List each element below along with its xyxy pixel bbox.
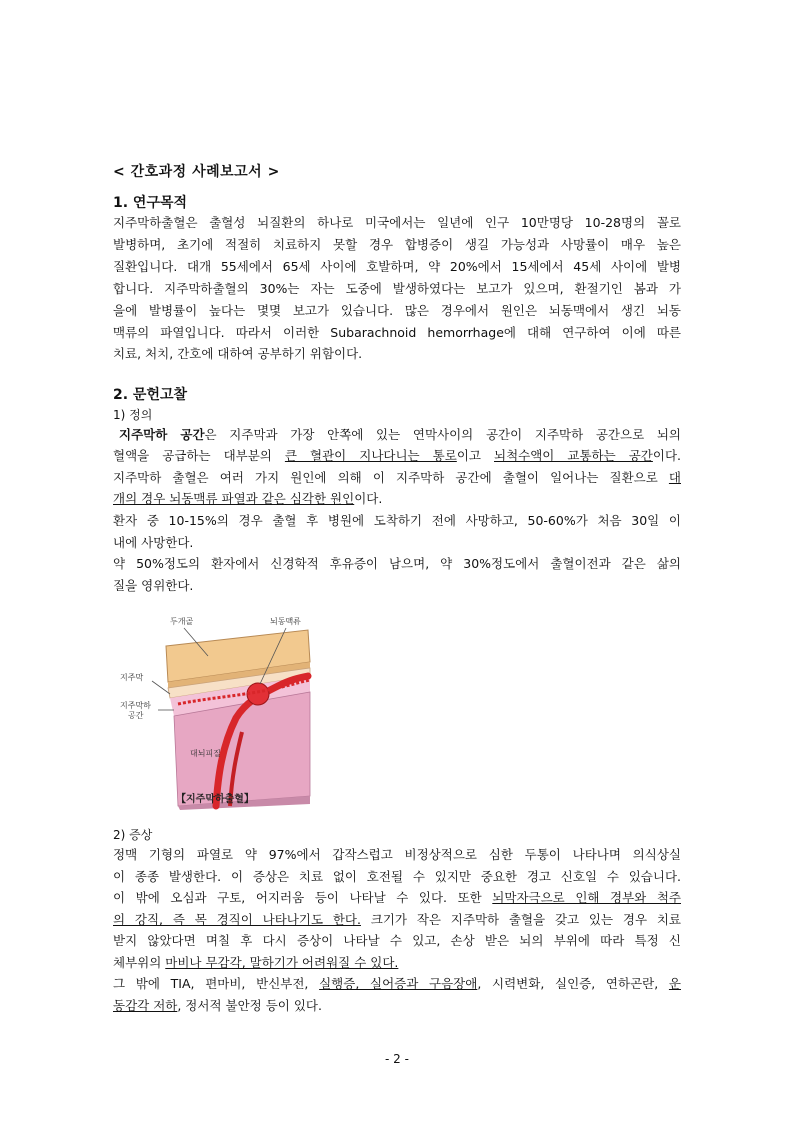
underlined-text: 실행증, 실어증과 구음장애	[319, 976, 478, 991]
symptom-text: 크기가 작은 지주막하 출혈을 갖고 있는 경우 치료	[360, 912, 681, 927]
underlined-text: 큰 혈관이 지나다니는 통로	[284, 448, 457, 463]
section1-heading: 1. 연구목적	[113, 195, 188, 211]
underlined-text: 동감각 저하	[113, 998, 178, 1013]
definition-text: 지주막하 출혈은 여러 가지 원인에 의해 이 지주막하 공간에 출혈이 일어나는 질환으로	[113, 470, 669, 485]
symptom-line	[113, 997, 681, 1015]
symptom-text: , 정서적 불안정 등이 있다.	[177, 998, 322, 1013]
definition-heading: 1) 정의	[113, 408, 153, 422]
definition-text: 이다.	[354, 491, 383, 506]
label-arachnoid: 지주막	[120, 673, 144, 682]
symptom-line	[113, 975, 681, 993]
definition-line: 질을 영위한다.	[113, 578, 194, 593]
symptom-heading: 2) 증상	[113, 828, 153, 842]
definition-line	[113, 447, 681, 465]
section1-line: 발병하며, 초기에 적절히 치료하지 못할 경우 합병증이 생길 가능성과 사망률이 매우 높은	[113, 237, 681, 252]
underlined-text: 개의 경우 뇌동맥류 파열과 같은 심각한 원인	[113, 491, 355, 506]
underlined-text: 마비나 무감각, 말하기가 어려워질 수 있다.	[165, 955, 399, 970]
page-number: - 2 -	[385, 1052, 409, 1066]
definition-line: 약 50%정도의 환자에서 신경학적 후유증이 남으며, 약 30%정도에서 출혈이전과 같은 삶의	[113, 556, 681, 571]
section1-line: 치료, 처치, 간호에 대하여 공부하기 위함이다.	[113, 346, 363, 361]
label-cortex: 대뇌피질	[190, 749, 221, 758]
symptom-text: 체부위의	[113, 955, 166, 970]
label-skull: 두개골	[170, 617, 194, 626]
definition-text: 이고	[456, 448, 494, 463]
label-subarachnoid-space: 지주막하	[120, 701, 151, 710]
symptom-line	[113, 954, 681, 972]
report-title: < 간호과정 사례보고서 >	[113, 164, 280, 180]
anatomy-illustration	[118, 606, 318, 810]
definition-text: 이다.	[652, 448, 681, 463]
figure-caption: 【지주막하출혈】	[176, 794, 254, 805]
subarachnoid-hemorrhage-figure	[118, 606, 318, 810]
definition-text: 은 지주막과 가장 안쪽에 있는 연막사이의 공간이 지주막하 공간으로 뇌의	[204, 427, 681, 442]
definition-line	[113, 490, 681, 508]
definition-line	[113, 469, 681, 487]
section1-line: 지주막하출혈은 출혈성 뇌질환의 하나로 미국에서는 일년에 인구 10만명당 10-28명의 꼴로	[113, 215, 681, 230]
underlined-text: 뇌척수액이 교통하는 공간	[494, 448, 653, 463]
aneurysm	[247, 683, 269, 705]
symptom-text: 이 밖에 오심과 구토, 어지러움 등이 나타날 수 있다. 또한	[113, 890, 493, 905]
leader-arachnoid	[152, 681, 170, 694]
symptom-text: 그 밖에 TIA, 편마비, 반신부전,	[113, 976, 320, 991]
section1-line: 질환입니다. 대개 55세에서 65세 사이에 호발하며, 약 20%에서 15세에서 45세 사이에 발병	[113, 259, 681, 274]
underlined-text: 의 강직, 즉 목 경직이 나타나기도 한다.	[113, 912, 361, 927]
definition-text: 혈액을 공급하는 대부분의	[113, 448, 285, 463]
label-space: 공간	[128, 711, 144, 720]
section1-line: 을에 발병률이 높다는 몇몇 보고가 있습니다. 많은 경우에서 원인은 뇌동맥에서 생긴 뇌동	[113, 303, 681, 318]
symptom-text: , 시력변화, 실인증, 연하곤란,	[477, 976, 669, 991]
label-aneurysm: 뇌동맥류	[270, 617, 301, 626]
symptom-line	[113, 889, 681, 907]
symptom-line: 받지 않았다면 며칠 후 다시 증상이 나타날 수 있고, 손상 받은 뇌의 부위에 따라 특정 신	[113, 933, 681, 948]
symptom-line: 이 종종 발생한다. 이 증상은 치료 없이 호전될 수 있지만 중요한 경고 신호일 수 있습니다.	[113, 869, 681, 884]
definition-line: 내에 사망한다.	[113, 535, 194, 550]
underlined-text: 운	[668, 976, 681, 991]
term-subarachnoid-space: 지주막하 공간	[119, 427, 205, 442]
definition-line: 환자 중 10-15%의 경우 출혈 후 병원에 도착하기 전에 사망하고, 50-60%가 처음 30일 이	[113, 513, 681, 528]
section1-line: 합니다. 지주막하출혈의 30%는 자는 도중에 발생하였다는 보고가 있으며, 환절기인 봄과 가	[113, 281, 681, 296]
section1-line: 맥류의 파열입니다. 따라서 이러한 Subarachnoid hemorrhage에 대해 연구하여 이에 따른	[113, 325, 681, 340]
symptom-line: 정맥 기형의 파열로 약 97%에서 갑작스럽고 비정상적으로 심한 두통이 나타나며 의식상실	[113, 847, 681, 862]
underlined-text: 대	[668, 470, 681, 485]
section2-heading: 2. 문헌고찰	[113, 387, 188, 403]
definition-line	[113, 426, 681, 444]
underlined-text: 뇌막자극으로 인해 경부와 척주	[492, 890, 681, 905]
symptom-line	[113, 911, 681, 929]
